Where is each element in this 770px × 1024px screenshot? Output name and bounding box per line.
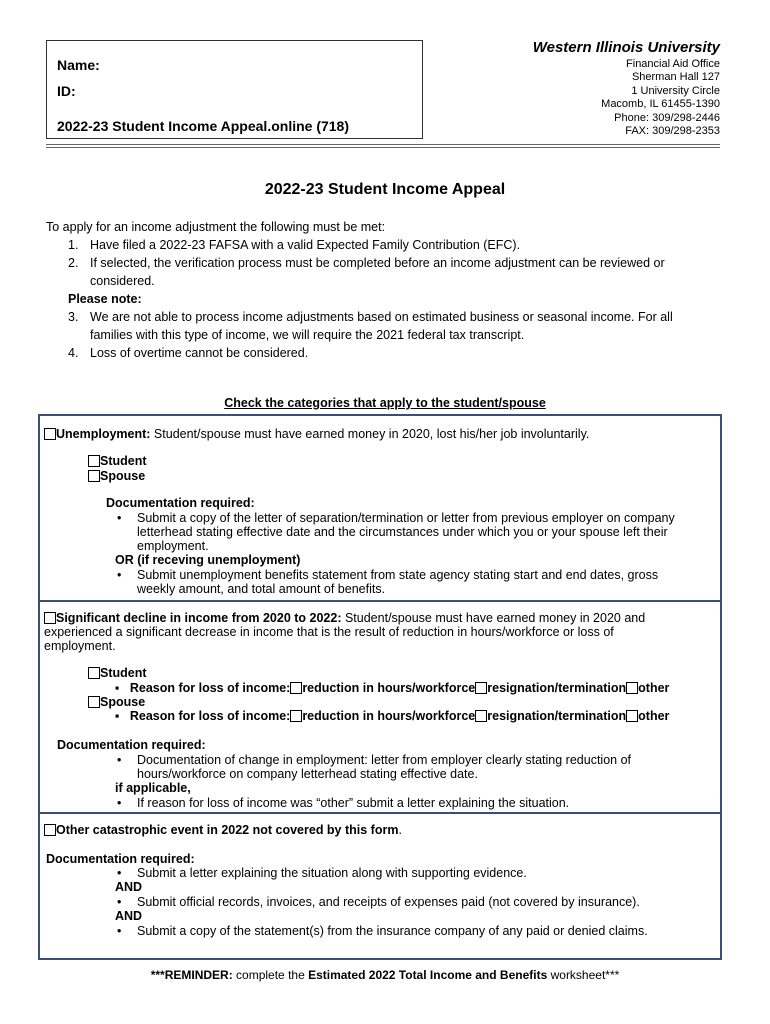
doc-bullet-line: letterhead stating effective date and the circumstances under which you or your spouse left their [137,525,668,539]
bullet: • [117,866,122,880]
note-number: 3. [68,310,79,324]
doc-bullet-line: Submit official records, invoices, and receipts of expenses paid (not covered by insurance). [137,895,640,909]
note-item: families with this type of income, we will require the 2021 federal tax transcript. [90,328,525,342]
decline-spouse-option[interactable] [88,695,145,709]
catastrophic-checkbox[interactable] [44,824,56,836]
form-label: 2022-23 Student Income Appeal.online (718) [57,118,350,134]
page-title: 2022-23 Student Income Appeal [264,181,506,198]
bullet: • [117,895,122,909]
student-id-box [46,40,423,139]
unemployment-section [38,414,722,602]
address-line: 1 University Circle [631,84,720,97]
id-label: ID: [57,83,76,99]
address-line: Sherman Hall 127 [631,71,720,84]
unemployment-desc: Student/spouse must have earned money in 2020, lost his/her job involuntarily. [150,427,590,441]
decline-option[interactable] [44,611,645,625]
student-reason-row [115,681,669,695]
req-number: 2. [68,256,79,270]
spouse-checkbox[interactable] [88,470,100,482]
documentation-label: Documentation required: [106,496,255,510]
bullet: • [117,753,122,767]
header-divider [46,147,720,148]
resignation-checkbox[interactable] [475,710,487,722]
doc-bullet-line: Submit a copy of the statement(s) from the insurance company of any paid or denied claims. [137,924,648,938]
option-label: other [638,709,670,723]
and-label: AND [115,880,143,894]
decline-student-option[interactable] [88,666,147,680]
reminder-suffix: worksheet*** [547,968,620,982]
documentation-label: Documentation required: [57,738,206,752]
bullet: • [117,796,122,810]
requirement-item: If selected, the verification process must be completed before an income adjustment can be reviewed or [90,256,665,270]
reduction-checkbox[interactable] [290,710,302,722]
option-label: reduction in hours/workforce [302,709,476,723]
university-name: Western Illinois University [532,39,720,56]
unemployment-spouse-option[interactable] [88,469,145,483]
catastrophic-period: . [398,823,402,837]
bullet: • [117,568,122,582]
reason-label: Reason for loss of income: [129,709,291,723]
unemployment-student-option[interactable] [88,454,147,468]
req-number: 1. [68,238,79,252]
spouse-label: Spouse [100,469,146,483]
spouse-label: Spouse [100,695,146,709]
catastrophic-section [38,812,722,960]
doc-bullet-line: Submit a letter explaining the situation along with supporting evidence. [137,866,527,880]
reminder-middle: complete the [232,968,309,982]
decline-desc: Student/spouse must have earned money in 2020 and [341,611,646,625]
decline-checkbox[interactable] [44,612,56,624]
unemployment-label: Unemployment: [56,427,151,441]
or-label: OR (if receving unemployment) [115,553,301,567]
option-label: resignation/termination [487,709,627,723]
name-label: Name: [57,57,100,73]
spouse-checkbox[interactable] [88,696,100,708]
if-applicable-label: if applicable, [115,781,191,795]
reduction-checkbox[interactable] [290,682,302,694]
decline-label: Significant decline in income from 2020 to 2022: [56,611,342,625]
student-checkbox[interactable] [88,455,100,467]
requirement-item: considered. [90,274,155,288]
documentation-label: Documentation required: [46,852,195,866]
decline-desc: experienced a significant decrease in income that is the result of reduction in hours/workforce or loss of [44,625,614,639]
spouse-reason-row [115,709,669,723]
please-note-label: Please note: [68,292,142,306]
reminder-prefix: ***REMINDER: [150,968,233,982]
header-divider [46,144,720,145]
note-item: Loss of overtime cannot be considered. [90,346,309,360]
note-item: We are not able to process income adjustments based on estimated business or seasonal income. For all [90,310,673,324]
address-line: Financial Aid Office [626,58,720,70]
note-number: 4. [68,346,79,360]
student-checkbox[interactable] [88,667,100,679]
university-address [533,39,720,138]
bullet: • [117,924,122,938]
reason-label: Reason for loss of income: [129,681,291,695]
requirement-item: Have filed a 2022-23 FAFSA with a valid Expected Family Contribution (EFC). [90,238,521,252]
doc-bullet-line: Submit a copy of the letter of separation/termination or letter from previous employer on company [137,511,675,525]
bullet: • [117,511,122,525]
address-line: FAX: 309/298-2353 [625,125,720,138]
option-label: resignation/termination [487,681,627,695]
other-checkbox[interactable] [626,682,638,694]
intro-text: To apply for an income adjustment the following must be met: [46,220,386,234]
doc-bullet-line: Submit unemployment benefits statement from state agency stating start and end dates, gross [137,568,659,582]
doc-bullet-line: employment. [137,539,209,553]
catastrophic-option[interactable] [44,823,402,837]
square-bullet-icon: ▪ [115,681,120,695]
unemployment-option[interactable] [44,427,589,441]
student-label: Student [100,666,147,680]
other-checkbox[interactable] [626,710,638,722]
unemployment-checkbox[interactable] [44,428,56,440]
decline-section [38,600,722,814]
reminder-worksheet: Estimated 2022 Total Income and Benefits [308,968,548,982]
catastrophic-label: Other catastrophic event in 2022 not covered by this form [56,823,399,837]
reminder-text [0,968,770,982]
square-bullet-icon: ▪ [115,709,120,723]
address-line: Macomb, IL 61455-1390 [601,98,720,111]
doc-bullet-line: weekly amount, and total amount of benefits. [137,582,386,596]
option-label: other [638,681,670,695]
doc-bullet-line: hours/workforce on company letterhead stating effective date. [137,767,478,781]
resignation-checkbox[interactable] [475,682,487,694]
check-heading: Check the categories that apply to the student/spouse [224,396,546,410]
address-line: Phone: 309/298-2446 [614,111,720,124]
decline-desc: employment. [44,639,116,653]
option-label: reduction in hours/workforce [302,681,476,695]
and-label: AND [115,909,143,923]
doc-bullet-line: If reason for loss of income was “other” submit a letter explaining the situation. [137,796,570,810]
doc-bullet-line: Documentation of change in employment: letter from employer clearly stating reduction of [137,753,631,767]
student-label: Student [100,454,147,468]
